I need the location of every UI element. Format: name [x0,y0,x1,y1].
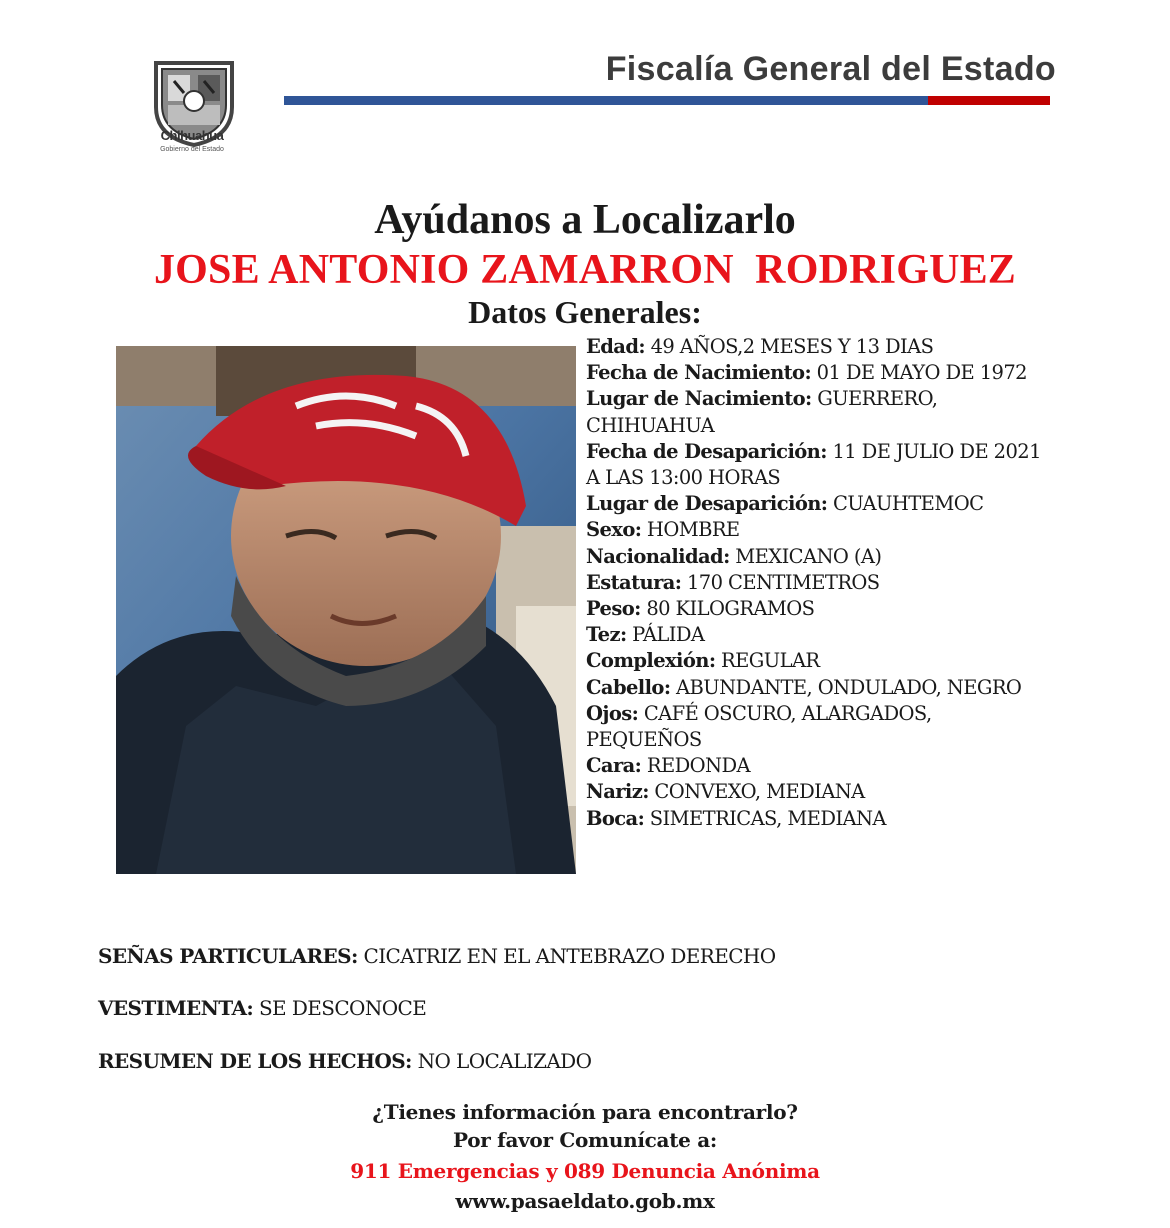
detail-nariz: Nariz: CONVEXO, MEDIANA [586,780,865,804]
info-resumen: RESUMEN DE LOS HECHOS: NO LOCALIZADO [98,1049,592,1073]
detail-fecha-desaparicion: Fecha de Desaparición: 11 DE JULIO DE 2021 A LAS 13:00 HORAS [586,439,1041,490]
person-photo [116,346,576,874]
detail-ojos: Ojos: CAFÉ OSCURO, ALARGADOS, PEQUEÑOS [586,701,932,752]
footer-website: www.pasaeldato.gob.mx [455,1189,715,1213]
detail-estatura: Estatura: 170 CENTIMETROS [586,570,880,594]
detail-cabello: Cabello: ABUNDANTE, ONDULADO, NEGRO [586,675,1022,699]
detail-fecha-nacimiento: Fecha de Nacimiento: 01 DE MAYO DE 1972 [586,361,1027,385]
general-data-list [586,334,1046,832]
logo-text: Chihuahua [160,128,224,143]
info-senas: SEÑAS PARTICULARES: CICATRIZ EN EL ANTEBRAZO DERECHO [98,944,776,968]
detail-cara: Cara: REDONDA [586,754,750,778]
footer-phones: 911 Emergencias y 089 Denuncia Anónima [350,1159,820,1183]
detail-peso: Peso: 80 KILOGRAMOS [586,597,815,621]
detail-lugar-nacimiento: Lugar de Nacimiento: GUERRERO, CHIHUAHUA [586,387,938,437]
poster-headline: Ayúdanos a Localizarlo [374,197,796,243]
detail-tez: Tez: PÁLIDA [586,623,705,647]
missing-person-name: JOSE ANTONIO ZAMARRON RODRIGUEZ [153,247,1017,293]
detail-edad: Edad: 49 AÑOS,2 MESES Y 13 DIAS [586,335,934,358]
info-vestimenta: VESTIMENTA: SE DESCONOCE [98,996,427,1020]
footer-contact: Por favor Comunícate a: [453,1128,717,1152]
detail-sexo: Sexo: HOMBRE [586,518,740,542]
detail-complexion: Complexión: REGULAR [586,649,820,673]
detail-nacionalidad: Nacionalidad: MEXICANO (A) [586,544,882,568]
detail-lugar-desaparicion: Lugar de Desaparición: CUAUHTEMOC [586,492,984,516]
agency-title: Fiscalía General del Estado [605,50,1056,88]
header-red-bar [928,96,1050,105]
logo-subtext: Gobierno del Estado [160,146,224,153]
footer-question: ¿Tienes información para encontrarlo? [372,1100,798,1124]
section-heading: Datos Generales: [468,294,702,330]
header-blue-bar [284,96,928,105]
detail-boca: Boca: SIMETRICAS, MEDIANA [586,806,886,830]
